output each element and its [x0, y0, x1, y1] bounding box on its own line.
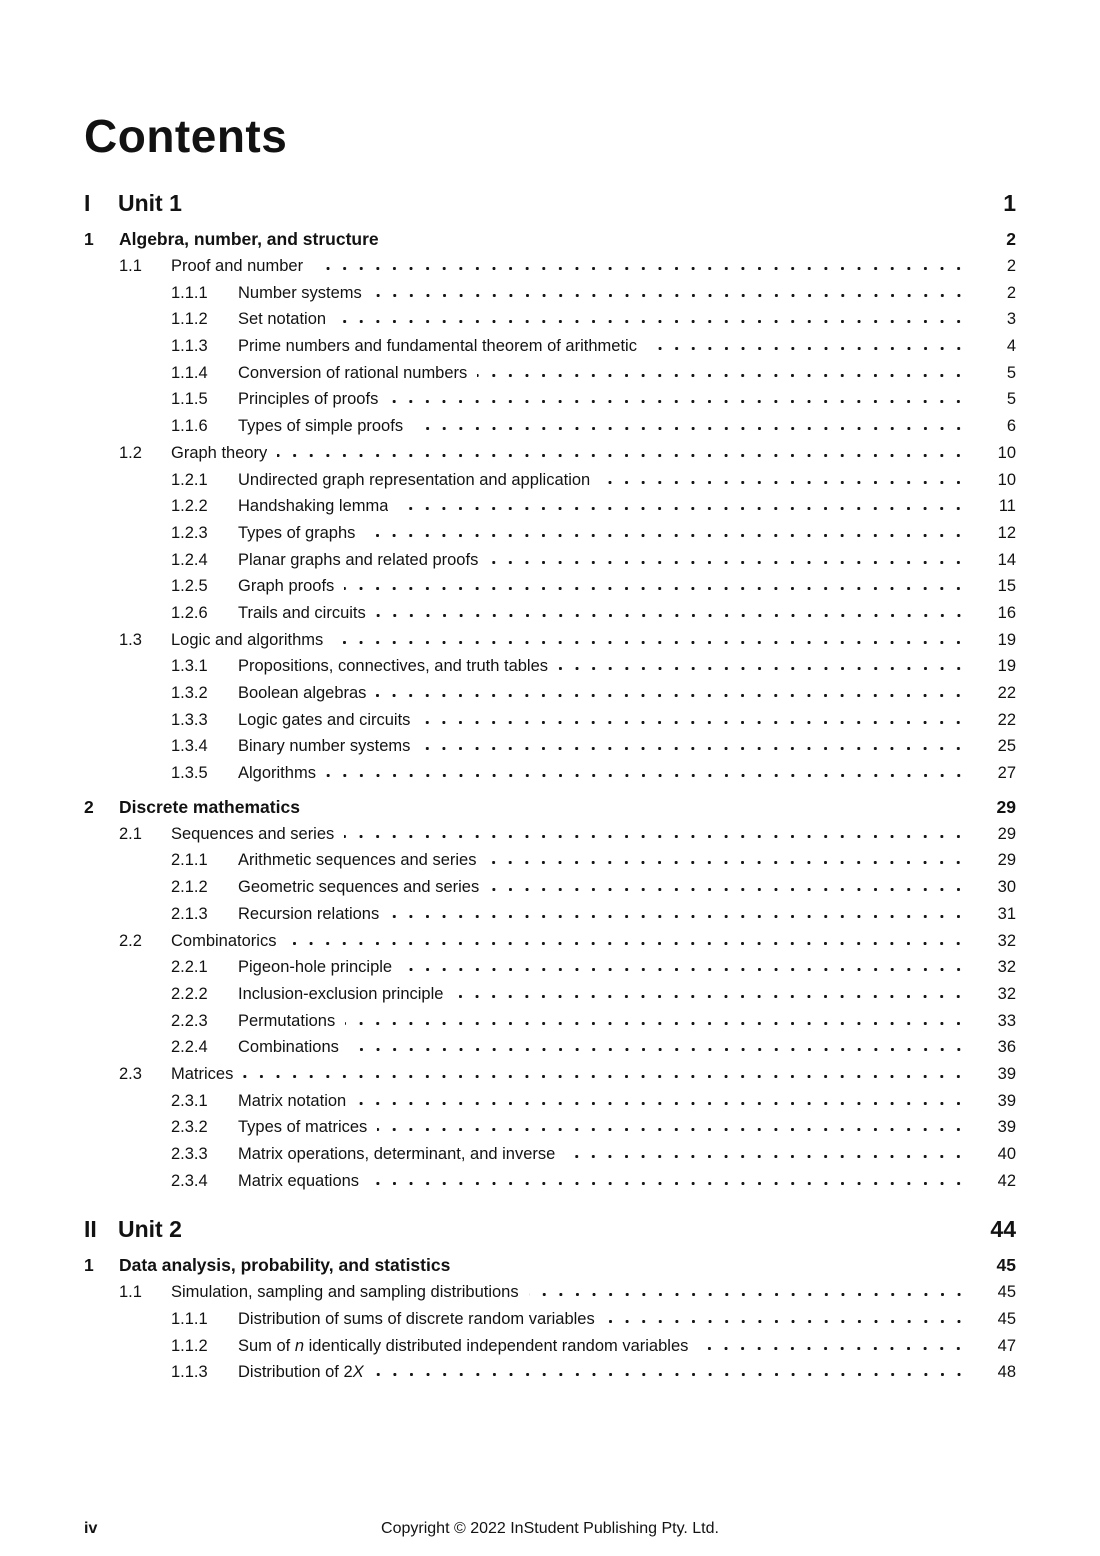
- entry-title: Undirected graph representation and application: [238, 470, 591, 489]
- entry-title: Simulation, sampling and sampling distributions: [171, 1283, 519, 1302]
- entry-number: 1.1.3: [171, 1363, 208, 1382]
- entry-number: 1.1: [119, 1283, 142, 1302]
- entry-number: 1.3.5: [171, 764, 208, 783]
- dot-leader: [453, 994, 970, 999]
- entry-title: Combinatorics: [171, 931, 277, 950]
- entry-title: Binary number systems: [238, 737, 411, 756]
- entry-title: Logic and algorithms: [171, 630, 324, 649]
- entry-number: 2.3.1: [171, 1091, 208, 1110]
- entry-page: 2: [1006, 283, 1016, 302]
- entry-number: 1.1.4: [171, 363, 208, 382]
- footer-page-number: iv: [84, 1520, 98, 1537]
- toc-entry-1-1-1: [84, 280, 1016, 307]
- toc-entry-1-2-1: [84, 467, 1016, 494]
- entry-page: 31: [997, 904, 1016, 923]
- entry-page: 12: [997, 523, 1016, 542]
- toc-entry-2-2-2: [84, 981, 1016, 1008]
- entry-title: Graph proofs: [238, 577, 335, 596]
- entry-title: Propositions, connectives, and truth tables: [238, 657, 549, 676]
- toc-entry-1: [84, 1251, 1016, 1279]
- entry-page: 32: [997, 931, 1016, 950]
- entry-number: 1.1.3: [171, 337, 208, 356]
- entry-page: 10: [997, 443, 1016, 462]
- dot-leader: [192, 1232, 970, 1237]
- page-footer: [84, 1518, 1016, 1540]
- entry-page: 1: [1003, 190, 1016, 216]
- entry-number: 1: [84, 229, 94, 249]
- entry-page: 39: [997, 1091, 1016, 1110]
- entry-page: 22: [997, 710, 1016, 729]
- entry-page: 47: [997, 1336, 1016, 1355]
- dot-leader: [488, 560, 970, 565]
- entry-title: Handshaking lemma: [238, 497, 389, 516]
- toc-entry-1: [84, 225, 1016, 253]
- entry-number: II: [84, 1216, 97, 1243]
- toc-entry-1-2-5: [84, 573, 1016, 600]
- entry-page: 32: [997, 958, 1016, 977]
- dot-leader: [333, 640, 970, 645]
- entry-page: 4: [1006, 337, 1016, 356]
- entry-title: Matrices: [171, 1064, 234, 1083]
- entry-title: Graph theory: [171, 443, 268, 462]
- dot-leader: [460, 1266, 970, 1271]
- entry-page: 19: [997, 657, 1016, 676]
- dot-leader: [372, 293, 970, 298]
- entry-title: Algebra, number, and structure: [119, 229, 379, 249]
- toc-entry-1-3-1: [84, 653, 1016, 680]
- entry-number: 1.2.3: [171, 523, 208, 542]
- entry-page: 30: [997, 878, 1016, 897]
- dot-leader: [344, 586, 970, 591]
- toc-entry-1-2-6: [84, 600, 1016, 627]
- toc-entry-2-3-1: [84, 1088, 1016, 1115]
- entry-number: 2.2.1: [171, 958, 208, 977]
- toc-entry-1-3: [84, 627, 1016, 654]
- entry-number: 2.3: [119, 1064, 142, 1083]
- entry-title: Prime numbers and fundamental theorem of arithmetic: [238, 337, 637, 356]
- dot-leader: [486, 860, 970, 865]
- toc-entry-2-2: [84, 928, 1016, 955]
- entry-number: 2.1.3: [171, 904, 208, 923]
- entry-number: 1.1.2: [171, 310, 208, 329]
- entry-title: Number systems: [238, 283, 362, 302]
- dot-leader: [374, 1372, 970, 1377]
- entry-page: 48: [997, 1363, 1016, 1382]
- entry-number: 2.2.4: [171, 1038, 208, 1057]
- dot-leader: [402, 967, 970, 972]
- toc-entry-1-2-4: [84, 547, 1016, 574]
- dot-leader: [376, 613, 970, 618]
- entry-page: 15: [997, 577, 1016, 596]
- toc-entry-2-1-1: [84, 847, 1016, 874]
- toc-entry-2-2-3: [84, 1008, 1016, 1035]
- entry-number: 2.1.2: [171, 878, 208, 897]
- entry-number: 1: [84, 1255, 94, 1276]
- entry-title: Logic gates and circuits: [238, 710, 411, 729]
- entry-page: 19: [997, 630, 1016, 649]
- toc-entry-1-3-3: [84, 707, 1016, 734]
- entry-number: 2.2.2: [171, 984, 208, 1003]
- entry-page: 39: [997, 1064, 1016, 1083]
- dot-leader: [477, 373, 970, 378]
- entry-number: 1.1.1: [171, 1310, 208, 1329]
- toc-entry-2-3-4: [84, 1168, 1016, 1195]
- entry-title: Discrete mathematics: [119, 796, 300, 817]
- dot-leader: [558, 666, 970, 671]
- dot-leader: [413, 426, 970, 431]
- entry-title: Matrix equations: [238, 1171, 360, 1190]
- toc-entry-2-1: [84, 821, 1016, 848]
- entry-title: Recursion relations: [238, 904, 380, 923]
- copyright-text: Copyright © 2022 InStudent Publishing Pty. Ltd.: [381, 1520, 719, 1537]
- entry-number: 2.3.3: [171, 1145, 208, 1163]
- entry-number: 1.1.2: [171, 1336, 208, 1355]
- entry-title: Geometric sequences and series: [238, 878, 480, 897]
- entry-title: Proof and number: [171, 257, 304, 275]
- entry-number: 2.3.2: [171, 1118, 208, 1137]
- page-title: Contents: [84, 110, 288, 162]
- dot-leader: [398, 506, 970, 511]
- entry-title: Types of graphs: [238, 523, 356, 542]
- dot-leader: [605, 1319, 970, 1324]
- entry-number: 2.2.3: [171, 1011, 208, 1030]
- entry-title: Set notation: [238, 310, 327, 329]
- dot-leader: [529, 1292, 970, 1297]
- entry-title: Matrix notation: [238, 1091, 347, 1110]
- toc-entry-1-2-2: [84, 493, 1016, 520]
- toc-entry-2-3-2: [84, 1114, 1016, 1141]
- entry-number: 2: [84, 796, 94, 817]
- entry-title: Distribution of sums of discrete random variables: [238, 1310, 595, 1329]
- entry-page: 16: [997, 603, 1016, 622]
- entry-number: 1.3.1: [171, 657, 208, 676]
- entry-page: 2: [1006, 229, 1016, 249]
- dot-leader: [420, 746, 970, 751]
- dot-leader: [356, 1101, 970, 1106]
- entry-page: 45: [996, 1255, 1016, 1276]
- entry-page: 42: [997, 1171, 1016, 1190]
- entry-page: 45: [997, 1283, 1016, 1302]
- toc-entry-1-1: [84, 1279, 1016, 1306]
- entry-number: 1.2.6: [171, 603, 208, 622]
- entry-page: 40: [997, 1145, 1016, 1163]
- toc-entry-I-part: [84, 188, 1016, 219]
- entry-page: 29: [997, 851, 1016, 870]
- dot-leader: [336, 319, 970, 324]
- toc-entry-2-2-1: [84, 954, 1016, 981]
- dot-leader: [344, 834, 970, 839]
- entry-number: 1.2: [119, 443, 142, 462]
- dot-leader: [600, 480, 970, 485]
- entry-title: Conversion of rational numbers: [238, 363, 468, 382]
- entry-number: 1.3: [119, 630, 142, 649]
- entry-page: 39: [997, 1118, 1016, 1137]
- entry-title: Trails and circuits: [238, 603, 366, 622]
- toc-entry-1-2: [84, 440, 1016, 467]
- toc-entry-1-3-4: [84, 733, 1016, 760]
- entry-title: Boolean algebras: [238, 684, 367, 702]
- entry-number: 1.1.5: [171, 390, 208, 409]
- toc-entry-2-1-2: [84, 874, 1016, 901]
- entry-title: Planar graphs and related proofs: [238, 550, 479, 569]
- entry-number: 1.1.1: [171, 283, 208, 302]
- entry-page: 10: [997, 470, 1016, 489]
- toc-entry-1-1-4: [84, 360, 1016, 387]
- entry-number: 2.1: [119, 824, 142, 843]
- entry-page: 6: [1006, 417, 1016, 436]
- dot-leader: [365, 533, 970, 538]
- dot-leader: [369, 1181, 970, 1186]
- dot-leader: [310, 808, 970, 813]
- entry-number: 1.1.6: [171, 417, 208, 436]
- entry-page: 22: [997, 684, 1016, 702]
- dot-leader: [313, 266, 970, 271]
- entry-page: 29: [997, 824, 1016, 843]
- entry-number: 1.3.3: [171, 710, 208, 729]
- dot-leader: [345, 1021, 970, 1026]
- toc-entry-2: [84, 793, 1016, 821]
- toc-entry-1-3-5: [84, 760, 1016, 787]
- toc-entry-1-1-2: [84, 1333, 1016, 1360]
- entry-page: 36: [997, 1038, 1016, 1057]
- entry-page: 45: [997, 1310, 1016, 1329]
- entry-title: Combinations: [238, 1038, 339, 1057]
- toc-entry-1-1-1: [84, 1306, 1016, 1333]
- dot-leader: [388, 399, 970, 404]
- entry-number: 1.2.1: [171, 470, 208, 489]
- toc-entry-1-1-2: [84, 306, 1016, 333]
- entry-number: 1.2.4: [171, 550, 208, 569]
- entry-page: 25: [997, 737, 1016, 756]
- entry-page: 33: [997, 1011, 1016, 1030]
- dot-leader: [647, 346, 970, 351]
- dot-leader: [565, 1154, 970, 1159]
- toc-entry-2-1-3: [84, 901, 1016, 928]
- entry-title: Unit 1: [118, 190, 182, 216]
- entry-title: Sum of n identically distributed independent random variables: [238, 1336, 689, 1355]
- toc-entry-1-1: [84, 253, 1016, 280]
- toc-entry-1-1-6: [84, 413, 1016, 440]
- entry-number: 1.1: [119, 257, 142, 275]
- table-of-contents: [84, 188, 1016, 1386]
- entry-page: 44: [990, 1216, 1016, 1243]
- entry-title: Types of simple proofs: [238, 417, 404, 436]
- entry-page: 5: [1006, 363, 1016, 382]
- dot-leader: [326, 773, 970, 778]
- entry-title: Pigeon-hole principle: [238, 958, 393, 977]
- entry-page: 14: [997, 550, 1016, 569]
- entry-title: Principles of proofs: [238, 390, 379, 409]
- entry-page: 11: [998, 497, 1016, 516]
- dot-leader: [277, 453, 970, 458]
- toc-entry-1-2-3: [84, 520, 1016, 547]
- dot-leader: [376, 693, 970, 698]
- entry-number: I: [84, 190, 91, 216]
- entry-page: 32: [997, 984, 1016, 1003]
- entry-title: Distribution of 2X: [238, 1363, 364, 1382]
- dot-leader: [286, 941, 970, 946]
- entry-title: Permutations: [238, 1011, 336, 1030]
- entry-number: 2.2: [119, 931, 142, 950]
- entry-title: Unit 2: [118, 1216, 182, 1243]
- entry-number: 2.1.1: [171, 851, 208, 870]
- entry-title: Arithmetic sequences and series: [238, 851, 477, 870]
- toc-entry-1-1-5: [84, 386, 1016, 413]
- entry-page: 5: [1006, 390, 1016, 409]
- entry-title: Sequences and series: [171, 824, 335, 843]
- toc-entry-1-1-3: [84, 1359, 1016, 1386]
- toc-entry-2-3-3: [84, 1141, 1016, 1168]
- dot-leader: [698, 1346, 970, 1351]
- entry-page: 29: [996, 796, 1016, 817]
- entry-number: 1.3.2: [171, 684, 208, 702]
- entry-page: 27: [997, 764, 1016, 783]
- dot-leader: [377, 1127, 970, 1132]
- entry-page: 3: [1006, 310, 1016, 329]
- dot-leader: [489, 887, 970, 892]
- entry-number: 1.3.4: [171, 737, 208, 756]
- dot-leader: [389, 240, 970, 245]
- entry-title: Algorithms: [238, 764, 316, 783]
- toc-entry-1-3-2: [84, 680, 1016, 707]
- entry-number: 1.2.5: [171, 577, 208, 596]
- dot-leader: [420, 720, 970, 725]
- toc-entry-II-part: [84, 1214, 1016, 1245]
- dot-leader: [349, 1047, 970, 1052]
- entry-title: Matrix operations, determinant, and inverse: [238, 1145, 556, 1163]
- toc-entry-2-2-4: [84, 1034, 1016, 1061]
- dot-leader: [192, 206, 970, 211]
- entry-page: 2: [1006, 257, 1016, 275]
- entry-number: 2.3.4: [171, 1171, 208, 1190]
- dot-leader: [389, 914, 970, 919]
- entry-title: Types of matrices: [238, 1118, 368, 1137]
- entry-number: 1.2.2: [171, 497, 208, 516]
- toc-entry-2-3: [84, 1061, 1016, 1088]
- toc-entry-1-1-3: [84, 333, 1016, 360]
- entry-title: Inclusion-exclusion principle: [238, 984, 444, 1003]
- dot-leader: [243, 1074, 970, 1079]
- entry-title: Data analysis, probability, and statistics: [119, 1255, 451, 1276]
